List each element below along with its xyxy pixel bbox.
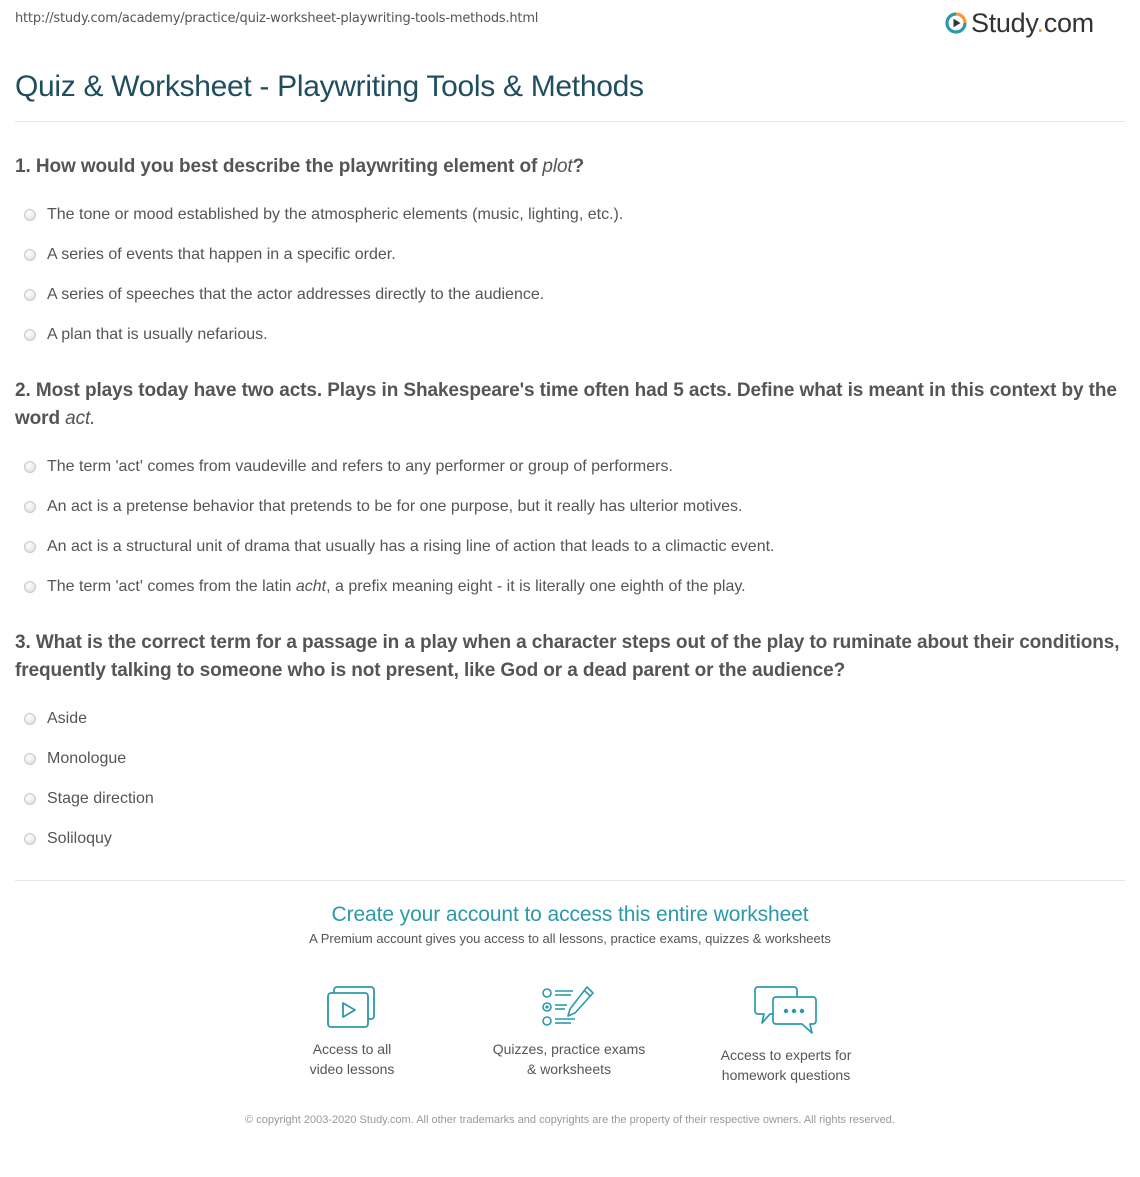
feature-video-lessons: Access to all video lessons [252, 985, 452, 1079]
answer-option[interactable]: The term 'act' comes from vaudeville and refers to any performer or group of performers. [15, 447, 1130, 487]
radio-button[interactable] [24, 833, 36, 845]
radio-button[interactable] [24, 713, 36, 725]
answer-option[interactable]: Stage direction [15, 779, 1130, 819]
answer-option[interactable]: The tone or mood established by the atmospheric elements (music, lighting, etc.). [15, 195, 1130, 235]
radio-button[interactable] [24, 329, 36, 341]
chat-bubbles-icon [754, 985, 818, 1035]
section-divider [15, 880, 1125, 881]
answer-option[interactable]: Aside [15, 699, 1130, 739]
quiz-checklist-icon [541, 985, 597, 1029]
answer-option[interactable]: A series of speeches that the actor addresses directly to the audience. [15, 275, 1130, 315]
answer-option[interactable]: Monologue [15, 739, 1130, 779]
feature-experts: Access to experts for homework questions [686, 985, 886, 1085]
video-lessons-icon [326, 985, 378, 1029]
logo-wordmark: Study.com [971, 8, 1094, 38]
answer-option[interactable]: An act is a structural unit of drama that usually has a rising line of action that leads to a climactic event. [15, 527, 1130, 567]
radio-button[interactable] [24, 541, 36, 553]
page-title: Quiz & Worksheet - Playwriting Tools & Methods [15, 70, 644, 103]
copyright-footer: © copyright 2003-2020 Study.com. All other trademarks and copyrights are the property of their respective owners. All rights reserved. [245, 1114, 895, 1126]
radio-button[interactable] [24, 581, 36, 593]
question-text: 2. Most plays today have two acts. Plays in Shakespeare's time often had 5 acts. Define what is meant in this context by the word act. [15, 380, 1117, 429]
radio-button[interactable] [24, 289, 36, 301]
radio-button[interactable] [24, 461, 36, 473]
signup-cta [0, 903, 1140, 946]
feature-quizzes: Quizzes, practice exams & worksheets [469, 985, 669, 1079]
cta-title-link[interactable]: Create your account to access this entire worksheet [331, 903, 809, 926]
question-text: 3. What is the correct term for a passage in a play when a character steps out of the play to ruminate about their conditions, frequently talking to someone who is not present, like God or a dead parent or the audience? [15, 632, 1120, 681]
answer-option[interactable]: A series of events that happen in a specific order. [15, 235, 1130, 275]
radio-button[interactable] [24, 209, 36, 221]
radio-button[interactable] [24, 753, 36, 765]
header-divider [15, 121, 1125, 122]
question-text: 1. How would you best describe the playwriting element of plot? [15, 156, 585, 177]
answer-option[interactable]: Soliloquy [15, 819, 1130, 859]
cta-subtitle: A Premium account gives you access to all lessons, practice exams, quizzes & worksheets [309, 931, 831, 946]
page-url: http://study.com/academy/practice/quiz-worksheet-playwriting-tools-methods.html [15, 11, 539, 26]
radio-button[interactable] [24, 249, 36, 261]
question-2 [15, 377, 1130, 607]
answer-option[interactable]: A plan that is usually nefarious. [15, 315, 1130, 355]
question-3 [15, 629, 1130, 859]
question-1 [15, 153, 1130, 355]
answer-option[interactable]: The term 'act' comes from the latin acht, a prefix meaning eight - it is literally one eighth of the play. [15, 567, 1130, 607]
answer-option[interactable]: An act is a pretense behavior that pretends to be for one purpose, but it really has ulterior motives. [15, 487, 1130, 527]
radio-button[interactable] [24, 793, 36, 805]
study-logo[interactable] [945, 8, 1094, 38]
play-logo-icon [945, 12, 967, 34]
radio-button[interactable] [24, 501, 36, 513]
